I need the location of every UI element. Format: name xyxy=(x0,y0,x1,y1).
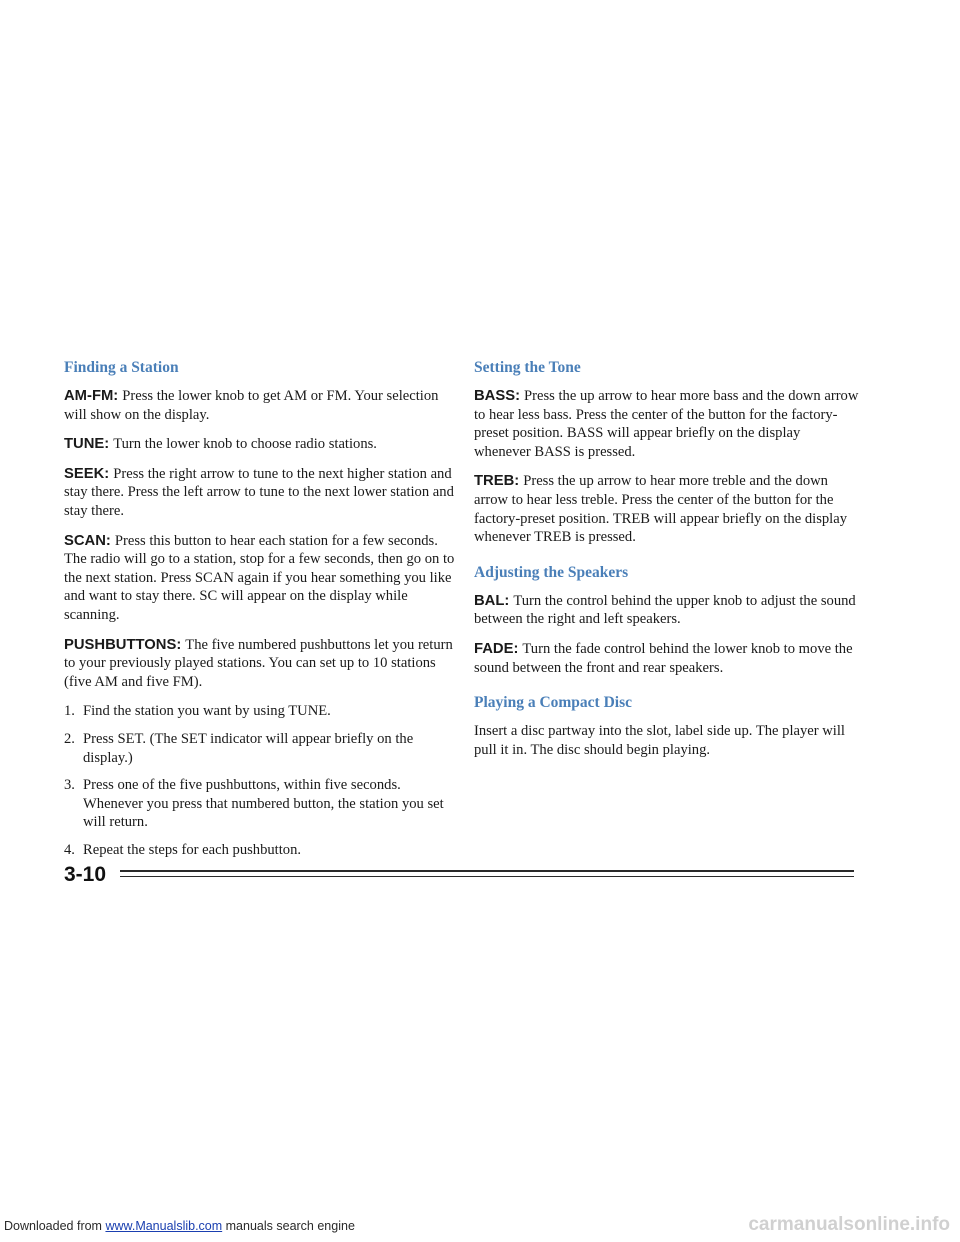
watermark-suffix: manuals search engine xyxy=(222,1219,355,1233)
paragraph-am-fm xyxy=(64,387,456,424)
paragraph-treb xyxy=(474,472,860,546)
list-item xyxy=(64,776,456,832)
paragraph-compact-disc: Insert a disc partway into the slot, label side up. The player will pull it in. The disc should begin playing. xyxy=(474,723,845,758)
text-pushbuttons: The five numbered pushbuttons let you return to your previously played stations. You can set up to 10 stations (five AM and five FM). xyxy=(64,636,453,690)
section-heading-setting-tone: Setting the Tone xyxy=(474,359,581,376)
left-column xyxy=(64,358,456,868)
section-heading-finding-station: Finding a Station xyxy=(64,359,179,376)
paragraph-fade xyxy=(474,640,860,677)
text-fade: Turn the fade control behind the lower knob to move the sound between the front and rear speakers. xyxy=(474,640,853,676)
term-tune: TUNE: xyxy=(64,436,110,453)
paragraph-bass xyxy=(474,387,860,461)
step-text: Find the station you want by using TUNE. xyxy=(83,703,331,720)
term-seek: SEEK: xyxy=(64,465,110,482)
download-watermark xyxy=(4,1218,355,1234)
term-scan: SCAN: xyxy=(64,532,111,549)
term-treb: TREB: xyxy=(474,473,520,490)
list-item xyxy=(64,702,456,721)
right-column xyxy=(474,358,860,770)
text-bass: Press the up arrow to hear more bass and the down arrow to hear less bass. Press the center of the button for the factory-preset position. BASS will appear briefly on the display whenever BASS is pressed. xyxy=(474,388,859,460)
site-watermark: carmanualsonline.info xyxy=(748,1214,950,1235)
footer-rule xyxy=(120,870,854,872)
step-number: 2. xyxy=(64,730,75,747)
text-am-fm: Press the lower knob to get AM or FM. Your selection will show on the display. xyxy=(64,388,439,423)
paragraph-seek xyxy=(64,465,456,521)
paragraph-pushbuttons xyxy=(64,636,456,692)
term-bal: BAL: xyxy=(474,592,510,609)
text-scan: Press this button to hear each station for a few seconds. The radio will go to a station, stop for a few seconds, then go on to the next station. Press SCAN again if you hear something you like and want to stay there. SC will appear on the display while scanning. xyxy=(64,532,455,623)
list-item xyxy=(64,841,456,860)
text-seek: Press the right arrow to tune to the next higher station and stay there. Press the left arrow to tune to the next lower station and stay there. xyxy=(64,465,454,519)
term-am-fm: AM-FM: xyxy=(64,388,119,404)
manualslib-link[interactable]: www.Manualslib.com xyxy=(105,1219,223,1233)
section-heading-adjusting-speakers: Adjusting the Speakers xyxy=(474,563,629,581)
text-bal: Turn the control behind the upper knob to adjust the sound between the right and left speakers. xyxy=(474,592,856,628)
term-fade: FADE: xyxy=(474,640,519,657)
step-text: Press SET. (The SET indicator will appear briefly on the display.) xyxy=(83,730,414,766)
pushbutton-steps-list xyxy=(64,702,456,859)
step-number: 3. xyxy=(64,777,75,794)
page-footer xyxy=(64,862,854,892)
paragraph-tune xyxy=(64,435,456,454)
step-text: Press one of the five pushbuttons, within five seconds. Whenever you press that numbered button, the station you set will return. xyxy=(83,777,444,831)
list-item xyxy=(64,730,456,767)
section-heading-compact-disc: Playing a Compact Disc xyxy=(474,694,633,712)
page-number: 3-10 xyxy=(64,863,107,886)
term-pushbuttons: PUSHBUTTONS: xyxy=(64,636,182,653)
paragraph-bal xyxy=(474,592,860,629)
footer-rule-thin xyxy=(120,876,854,877)
watermark-prefix: Downloaded from xyxy=(4,1219,106,1233)
step-number: 1. xyxy=(64,703,75,720)
paragraph-scan xyxy=(64,532,456,625)
step-text: Repeat the steps for each pushbutton. xyxy=(83,841,302,858)
text-tune: Turn the lower knob to choose radio stations. xyxy=(113,436,377,453)
term-bass: BASS: xyxy=(474,388,521,404)
text-treb: Press the up arrow to hear more treble and the down arrow to hear less treble. Press the center of the button for the factory-preset position. TREB will appear briefly on the display whenever TREB is pressed. xyxy=(474,473,847,546)
step-number: 4. xyxy=(64,841,75,858)
